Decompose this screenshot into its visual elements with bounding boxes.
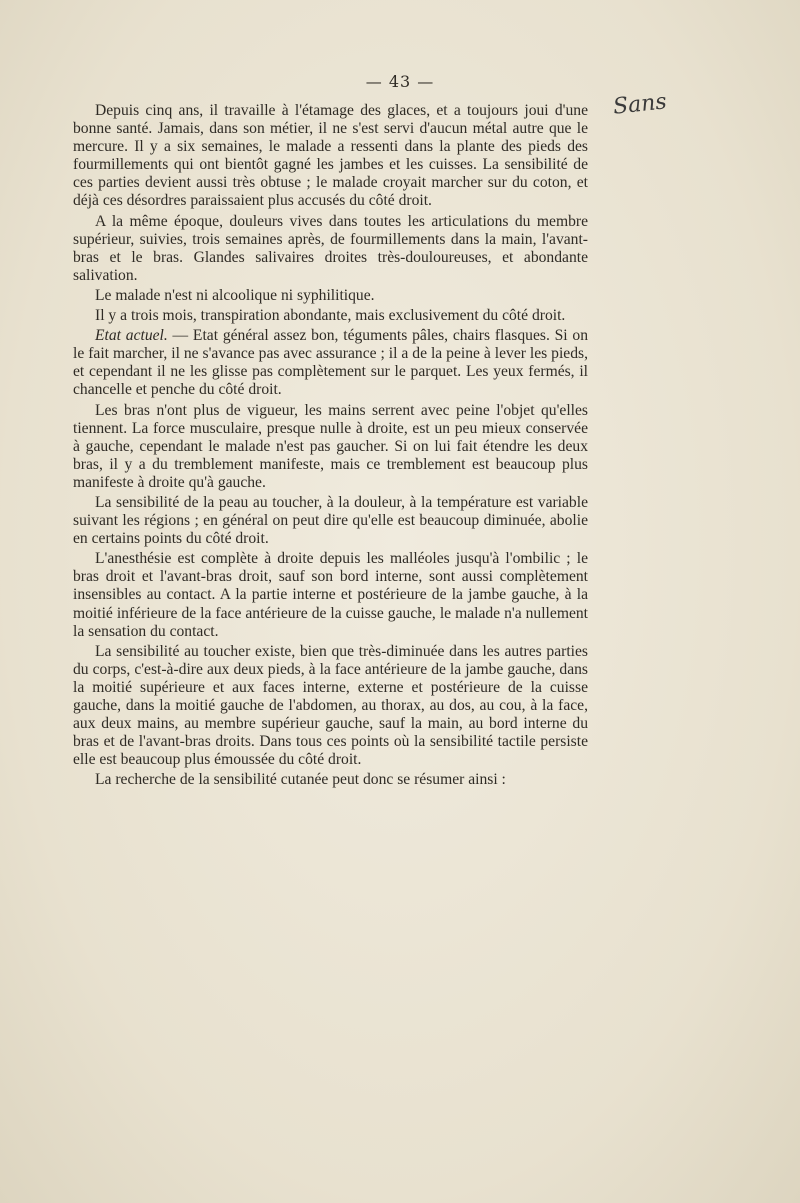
paragraph: Il y a trois mois, transpiration abondante, mais exclusivement du côté droit. bbox=[95, 307, 566, 325]
body-text bbox=[73, 102, 588, 789]
handwritten-margin-note: Sans bbox=[611, 89, 668, 120]
paragraph: A la même époque, douleurs vives dans toutes les articulations du membre supérieur, suivies, trois semaines après, de fourmillements dans la main, l'avant-bras et le bras. Glandes salivaires droites très-douloureuses, et abondante salivation. bbox=[73, 212, 588, 284]
paragraph: Depuis cinq ans, il travaille à l'étamage des glaces, et a toujours joui d'une bonne santé. Jamais, dans son métier, il ne s'est servi d'aucun métal autre que le mercure. Il y a six semaines, le malade a ressenti dans la plante des pieds des fourmillements qui ont bientôt gagné les jambes et les cuisses. La sensibilité de ces parties devient aussi très obtuse ; le malade croyait marcher sur du coton, et déjà ces désordres paraissaient plus accusés du côté droit. bbox=[73, 102, 588, 210]
section-label: Etat actuel. bbox=[95, 327, 168, 345]
paragraph: La recherche de la sensibilité cutanée peut donc se résumer ainsi : bbox=[95, 771, 506, 789]
paragraph: La sensibilité au toucher existe, bien que très-diminuée dans les autres parties du corps, c'est-à-dire aux deux pieds, à la face antérieure de la jambe gauche, dans la moitié supérieure et aux faces interne, externe et postérieure de la cuisse gauche, dans la moitié gauche de l'abdomen, au thorax, au dos, au cou, à la face, aux deux mains, au membre supérieur gauche, sauf la main, au bord interne du bras et de l'avant-bras droits. Dans tous ces points où la sensibilité tactile persiste elle est beaucoup plus émoussée du côté droit. bbox=[73, 642, 588, 769]
paragraph: Les bras n'ont plus de vigueur, les mains serrent avec peine l'objet qu'elles tiennent. La force musculaire, presque nulle à droite, est un peu mieux conservée à gauche, cependant le malade n'est pas gaucher. Si on lui fait étendre les deux bras, il y a du tremblement manifeste, mais ce tremblement est beaucoup plus manifeste à droite qu'à gauche. bbox=[73, 401, 588, 491]
page-number: — 43 — bbox=[365, 72, 435, 91]
paragraph: Etat actuel. — Etat général assez bon, téguments pâles, chairs flasques. Si on le fait marcher, il ne s'avance pas avec assurance ; il a de la peine à lever les pieds, et cependant il ne les glisse pas complètement sur le parquet. Les yeux fermés, il chancelle et penche du côté droit. bbox=[73, 327, 589, 399]
paragraph: L'anesthésie est complète à droite depuis les malléoles jusqu'à l'ombilic ; le bras droit et l'avant-bras droit, sauf son bord interne, sont aussi complètement insensibles au contact. A la partie interne et postérieure de la jambe gauche, à la moitié inférieure de la face antérieure de la cuisse gauche, le malade n'a nullement la sensation du contact. bbox=[73, 550, 588, 640]
paragraph: La sensibilité de la peau au toucher, à la douleur, à la température est variable suivant les régions ; en général on peut dire qu'elle est beaucoup diminuée, abolie en certains points du côté droit. bbox=[73, 493, 588, 548]
paragraph: Le malade n'est ni alcoolique ni syphilitique. bbox=[95, 286, 375, 304]
